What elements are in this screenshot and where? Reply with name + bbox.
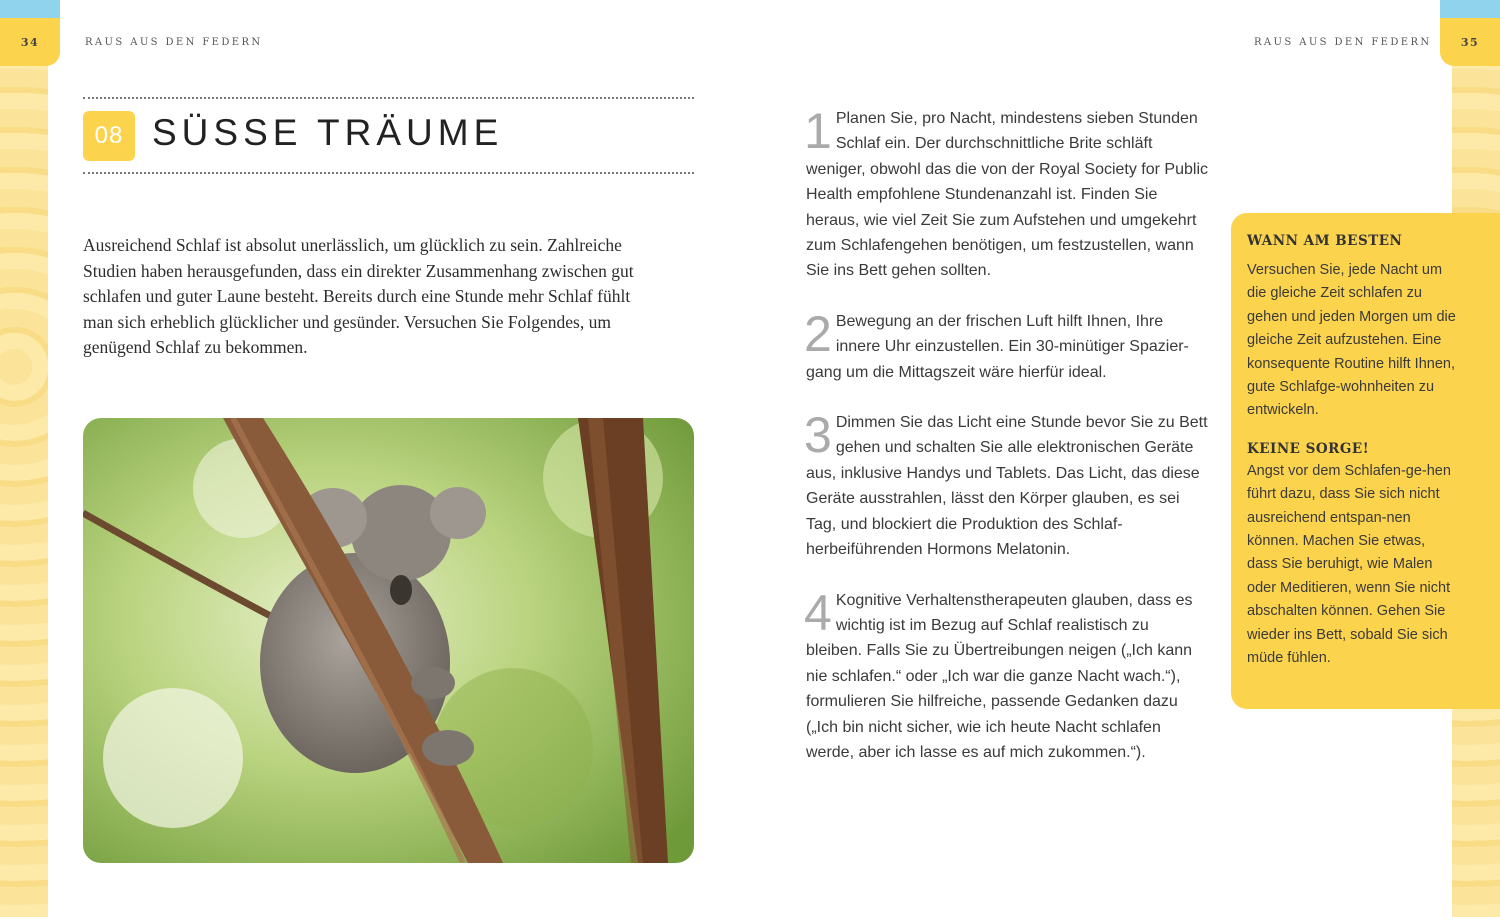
title-rule-bottom: [83, 172, 694, 174]
koala-photo: [83, 418, 694, 863]
step-text: Dimmen Sie das Licht eine Stunde bevor Sie zu Bett gehen und schalten Sie alle elektronischen Geräte aus, inklusive Handys und Tablets. Das Licht, das diese Geräte ausstrahlen, lässt den Körper glauben, es sei Tag, und blockiert die Produktion des Schlaf-herbeiführenden Hormons Melatonin.: [806, 414, 1208, 559]
step-text: Bewegung an der frischen Luft hilft Ihnen, Ihre innere Uhr einzustellen. Ein 30-minütiger Spazier-gang um die Mittagszeit wäre hierfür ideal.: [806, 312, 1189, 381]
running-title-right: RAUS AUS DEN FEDERN: [1254, 37, 1432, 48]
left-page-edge-pattern: [0, 0, 48, 917]
left-tab-stripe: [0, 0, 60, 18]
step-item: [804, 584, 1208, 766]
step-text: Kognitive Verhaltenstherapeuten glauben, dass es wichtig ist im Bezug auf Schlaf realistisch zu bleiben. Falls Sie zu Übertreibungen neigen („Ich kann nie schlafen.“ oder „Ich war die ganze Nacht wach.“), formulieren Sie hilfreiche, passende Gedanken dazu („Ich bin nicht sicher, wie ich heute Nacht schlafen werde, aber ich lasse es auf mich zukommen.“).: [806, 591, 1193, 761]
sidebar-text-when: Versuchen Sie, jede Nacht um die gleiche Zeit schlafen zu gehen und jeden Morgen um die gleiche Zeit aufzustehen. Eine konsequente Routine hilft Ihnen, gute Schlafge-wohnheiten zu entwickeln.: [1247, 262, 1456, 419]
running-title-left: RAUS AUS DEN FEDERN: [85, 37, 263, 48]
sidebar-text-worry: Angst vor dem Schlafen-ge-hen führt dazu, dass Sie sich nicht ausreichend entspan-nen können. Machen Sie etwas, dass Sie beruhigt, wie Malen oder Meditieren, wenn Sie nicht abschalten können. Gehen Sie wieder ins Bett, sobald Sie sich müde fühlen.: [1247, 462, 1451, 667]
step-item: [804, 305, 1208, 385]
sidebar-heading-when: WANN AM BESTEN: [1247, 233, 1403, 249]
step-item: [804, 407, 1208, 562]
step-number: 1: [804, 103, 832, 159]
right-page-number: 35: [1440, 18, 1500, 66]
step-number: 3: [804, 407, 832, 464]
steps-list: [804, 103, 1208, 790]
step-number: 4: [804, 584, 832, 641]
article-number-badge: 08: [83, 111, 135, 161]
step-item: [804, 103, 1208, 284]
tips-sidebar: [1231, 213, 1500, 709]
step-number: 2: [804, 305, 832, 362]
article-title: SÜSSE TRÄUME: [152, 112, 504, 153]
title-rule-top: [83, 97, 694, 99]
sidebar-heading-worry: KEINE SORGE!: [1247, 440, 1370, 457]
intro-paragraph: Ausreichend Schlaf ist absolut unerlässlich, um glücklich zu sein. Zahlreiche Studien haben herausgefunden, dass ein direkter Zusammenhang zwischen gut schlafen und guter Laune besteht. Bereits durch eine Stunde mehr Schlaf fühlt man sich erheblich glücklicher und gesünder. Versuchen Sie Folgendes, um genügend Schlaf zu bekommen.: [83, 235, 634, 357]
left-page-number: 34: [0, 18, 60, 66]
step-text: Planen Sie, pro Nacht, mindestens sieben Stunden Schlaf ein. Der durchschnittliche Brite schläft weniger, obwohl das die von der Royal Society for Public Health empfohlene Stundenanzahl ist. Finden Sie heraus, wie viel Zeit Sie zum Aufstehen und umgekehrt zum Schlafengehen benötigen, um festzustellen, wann Sie ins Bett gehen sollten.: [806, 110, 1208, 280]
right-tab-stripe: [1440, 0, 1500, 18]
